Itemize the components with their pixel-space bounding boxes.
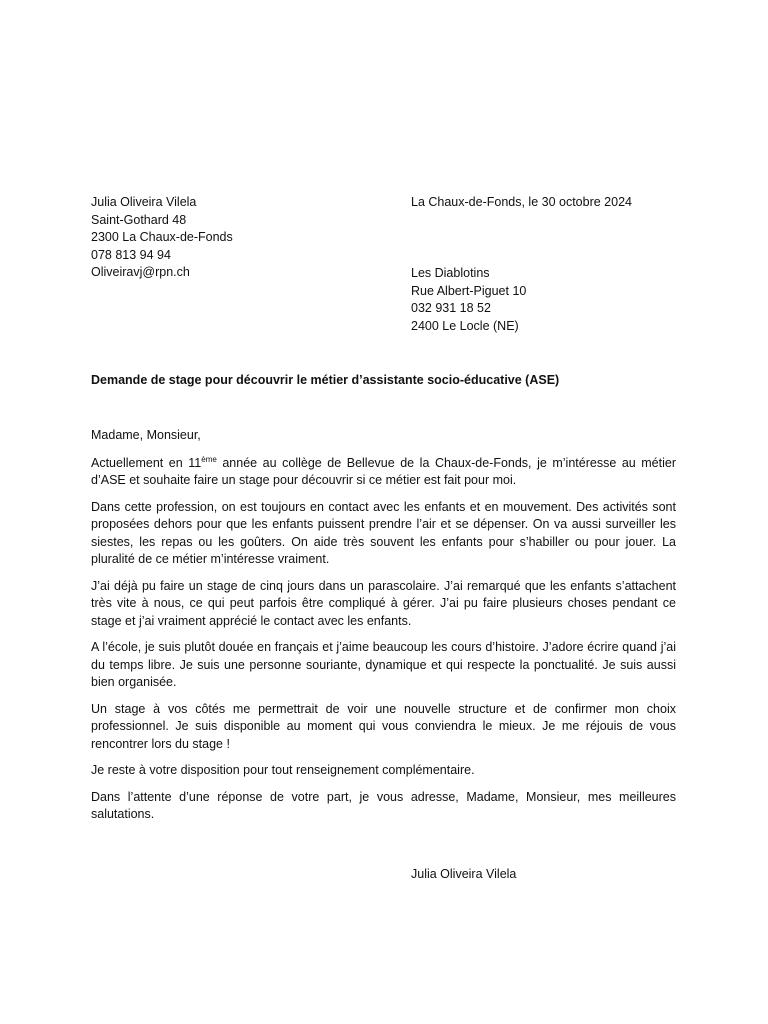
sender-address [91, 194, 233, 282]
recipient-address [411, 265, 526, 335]
recipient-name: Les Diablotins [411, 266, 490, 280]
recipient-phone: 032 931 18 52 [411, 301, 491, 315]
intro-text-start: Actuellement en 11 [91, 455, 202, 470]
paragraph-closing: Dans l’attente d’une réponse de votre part, je vous adresse, Madame, Monsieur, mes meilleures salutations. [91, 789, 676, 821]
paragraph-intro [91, 455, 676, 490]
letter-subject: Demande de stage pour découvrir le métier d’assistante socio-éducative (ASE) [91, 373, 560, 387]
paragraph-motivation: Un stage à vos côtés me permettrait de voir une nouvelle structure et de confirmer mon choix professionnel. Je suis disponible au moment qui vous conviendra le mieux. Je me réjouis de vous rencontrer lors du stage ! [91, 701, 676, 751]
intro-text-end: année au collège de Bellevue de la Chaux-de-Fonds, je m’intéresse au métier d’ASE et souhaite faire un stage pour découvrir si ce métier est fait pour moi. [91, 455, 676, 487]
date-line [411, 194, 632, 212]
paragraph-school: A l’école, je suis plutôt douée en français et j’aime beaucoup les cours d’histoire. J’adore écrire quand j’ai du temps libre. Je suis une personne souriante, dynamique et qui respecte la ponctualité. Je suis aussi bien organisée. [91, 640, 676, 689]
letter-body [91, 427, 676, 833]
place-and-date: La Chaux-de-Fonds, le 30 octobre 2024 [411, 195, 632, 209]
ordinal-superscript: ème [201, 454, 217, 464]
paragraph-availability: Je reste à votre disposition pour tout renseignement complémentaire. [91, 763, 475, 777]
sender-street: Saint-Gothard 48 [91, 212, 187, 227]
recipient-city: 2400 Le Locle (NE) [411, 318, 519, 333]
sender-phone: 078 813 94 94 [91, 247, 171, 262]
sender-city: 2300 La Chaux-de-Fonds [91, 230, 233, 244]
paragraph-experience: J’ai déjà pu faire un stage de cinq jours dans un parascolaire. J’ai remarqué que les enfants s’attachent très vite à nous, ce qui peut parfois être compliqué à gérer. J’ai pu faire plusieurs choses pendant ce stage et j’ai vraiment apprécié le contact avec les enfants. [91, 578, 676, 628]
salutation: Madame, Monsieur, [91, 428, 201, 442]
sender-email: Oliveiravj@rpn.ch [91, 265, 190, 279]
sender-name: Julia Oliveira Vilela [91, 195, 197, 209]
recipient-street: Rue Albert-Piguet 10 [411, 283, 527, 298]
paragraph-profession: Dans cette profession, on est toujours en contact avec les enfants et en mouvement. Des activités sont proposées dehors pour que les enfants puissent prendre l’air et se dépenser. On va aussi surveiller les siestes, les repas ou les goûters. On aide très souvent les enfants pour s’habiller ou pour jouer. La pluralité de ce métier m’intéresse vraiment. [91, 499, 676, 566]
signature: Julia Oliveira Vilela [411, 867, 517, 881]
